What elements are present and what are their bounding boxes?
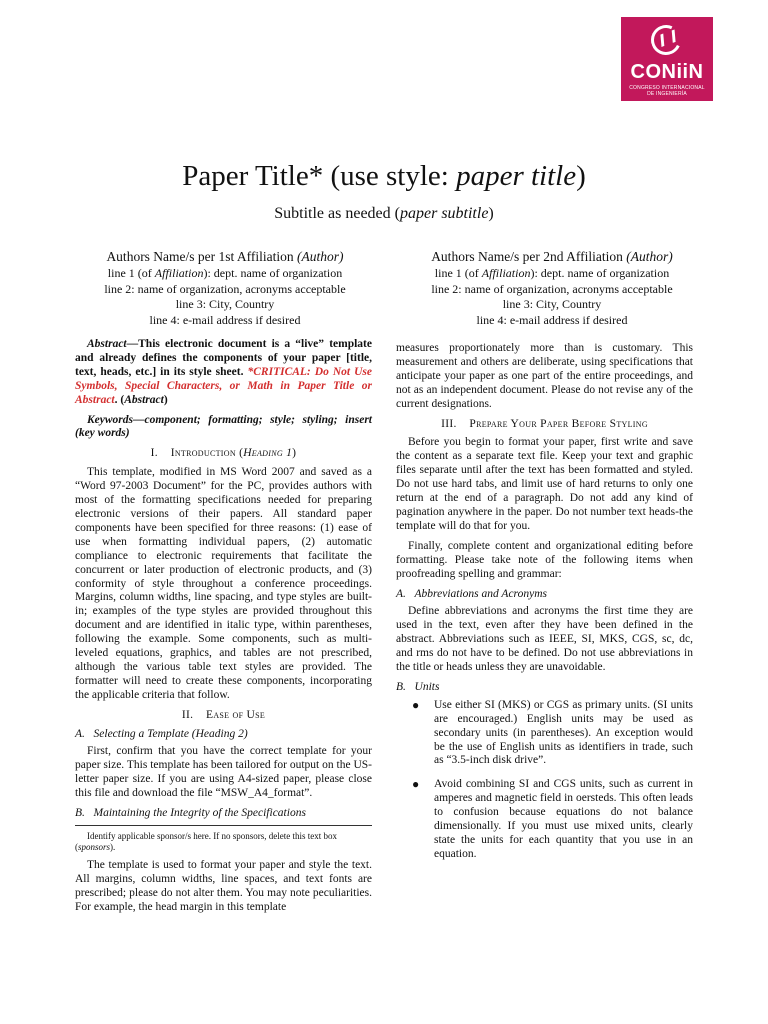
heading-units: B. Units: [396, 680, 440, 693]
abstract: Abstract—This electronic document is a “live” template and already defines the components of your paper [title, text, heads, etc.] in its style sheet. *CRITICAL: Do Not Use Symbols, Special Characters, or Math in Paper Title or Abstract. (Abstract): [75, 338, 373, 406]
author-line-4: line 4: e-mail address if desired: [476, 312, 628, 327]
list-item: ● Use either SI (MKS) or CGS as primary units. (SI units are encouraged.) English units may be used as secondary units (in parentheses). An exception would be the use of English units as identifiers in trade, such as “3.5-inch disk drive”.: [412, 697, 693, 767]
author-block-1: [60, 248, 390, 328]
heading-selecting-template: A. Selecting a Template (Heading 2): [75, 727, 248, 740]
left-column: [75, 338, 372, 921]
selecting-template-paragraph: First, confirm that you have the correct template for your paper size. This template has been tailored for output on the US-letter paper size. If you are using A4-sized paper, please close this file and download the file “MSW_A4_format”.: [75, 745, 372, 800]
logo-subline: CONGRESO INTERNACIONAL DE INGENIERÍA: [629, 85, 705, 97]
paper-subtitle: Subtitle as needed (paper subtitle): [274, 205, 494, 222]
abbreviations-paragraph: Define abbreviations and acronyms the first time they are used in the text, even after they have been defined in the abstract. Abbreviations such as IEEE, SI, MKS, CGS, sc, dc, and rms do not have to be defined. Do not use abbreviations in the title or heads unless they are unavoidable.: [396, 605, 693, 674]
intro-paragraph: This template, modified in MS Word 2007 and saved as a “Word 97-2003 Document” for the PC, provides authors with most of the formatting specifications needed for preparing electronic versions of their papers. All standard paper components have been specified for three reasons: (1) ease of use when formatting individual papers, (2) automatic compliance to electronic requirements that facilitate the concurrent or later production of electronic products, and (3) conformity of style throughout a conference proceedings. Margins, column widths, line spacing, and type styles are built-in; examples of the type styles are provided throughout this document and are identified in italic type, within parentheses, following the example. Some components, such as multi-leveled equations, graphics, and tables are not prescribed, although the various table text styles are provided. The formatter will need to create these components, incorporating the applicable criteria that follow.: [75, 466, 372, 701]
author-line-1: line 1 (of Affiliation): dept. name of organization: [107, 266, 343, 280]
bullet-icon: ●: [412, 777, 420, 792]
right-column: [396, 342, 693, 872]
logo-name: CONiiN: [630, 61, 704, 83]
bullet-icon: ●: [412, 697, 420, 712]
author-name: Authors Name/s per 1st Affiliation (Author): [106, 249, 344, 264]
author-line-2: line 2: name of organization, acronyms acceptable: [104, 281, 346, 296]
heading-maintaining-integrity: B. Maintaining the Integrity of the Specifications: [75, 807, 306, 820]
prepare-paragraph-1: Before you begin to format your paper, first write and save the content as a separate text file. Keep your text and graphic files separate until after the text has been formatted and styled. Do not use hard tabs, and limit use of hard returns to only one return at the end of a paragraph. Do not add any kind of pagination anywhere in the paper. Do not number text heads-the template will do that for you.: [396, 436, 693, 532]
heading-ease-of-use: II. Ease of Use: [181, 708, 266, 721]
author-line-4: line 4: e-mail address if desired: [149, 312, 301, 327]
logo-mark-icon: [647, 21, 685, 59]
heading-introduction: I. Introduction (Heading 1): [150, 447, 297, 460]
author-line-3: line 3: City, Country: [502, 297, 602, 311]
paper-title: Paper Title* (use style: paper title): [182, 160, 586, 192]
units-list: [396, 699, 693, 862]
author-line-2: line 2: name of organization, acronyms acceptable: [431, 281, 673, 296]
sponsor-note: Identify applicable sponsor/s here. If no sponsors, delete this text box (sponsors).: [75, 825, 372, 853]
continued-paragraph: measures proportionately more than is customary. This measurement and others are deliberate, using specifications that anticipate your paper as one part of the entire proceedings, and not as an independent document. Please do not revise any of the current designations.: [396, 342, 693, 410]
conference-logo: [621, 17, 713, 101]
author-line-3: line 3: City, Country: [175, 297, 275, 311]
author-line-1: line 1 (of Affiliation): dept. name of organization: [434, 266, 670, 280]
maintaining-paragraph: The template is used to format your paper and style the text. All margins, column widths, line spaces, and text fonts are prescribed; please do not alter them. You may note peculiarities. For example, the head margin in this template: [75, 859, 372, 913]
author-name: Authors Name/s per 2nd Affiliation (Author): [431, 249, 673, 264]
prepare-paragraph-2: Finally, complete content and organizational editing before formatting. Please take note of the following items when proofreading spelling and grammar:: [396, 539, 693, 580]
author-block-2: [387, 248, 717, 328]
list-item: ● Avoid combining SI and CGS units, such as current in amperes and magnetic field in oersteds. This often leads to confusion because equations do not balance dimensionally. If you must use mixed units, clearly state the units for each quantity that you use in an equation.: [412, 777, 693, 860]
heading-abbreviations: A. Abbreviations and Acronyms: [396, 587, 547, 600]
heading-prepare-paper: III. Prepare Your Paper Before Styling: [441, 417, 648, 430]
keywords: Keywords—component; formatting; style; styling; insert (key words): [75, 413, 372, 440]
